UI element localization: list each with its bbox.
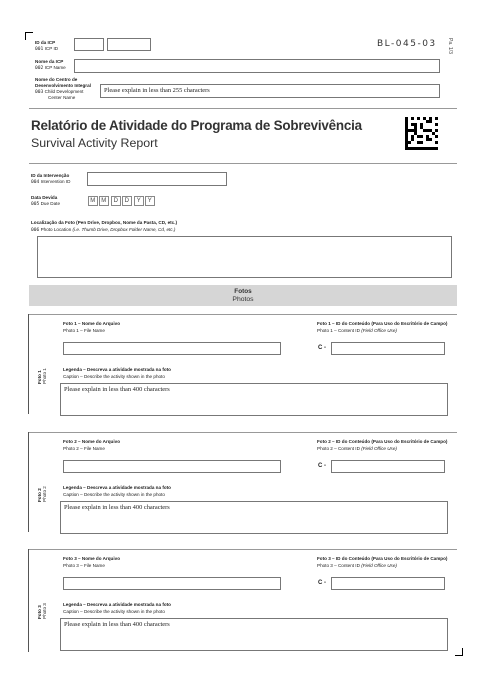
photo-1-side-label [37, 368, 47, 384]
photo-1-content-label-en-wrap [317, 328, 397, 334]
photo-location-example: (i.e. Thumb Drive, Dropbox Folder Name, Cd, etc.) [72, 227, 176, 232]
photo-2-content-note: (Field Office Use) [361, 446, 397, 451]
icp-name-sub [35, 65, 66, 72]
intervention-label: ID da Intervenção [31, 173, 70, 178]
date-cell-year-1[interactable]: Y [134, 196, 144, 206]
icp-name-label: Nome da ICP [35, 59, 64, 64]
cdc-name-en-2: Center Name [48, 95, 76, 100]
photo-2-file-label: Foto 2 – Nome do Arquivo [63, 439, 120, 444]
photo-2-side-label [37, 486, 47, 502]
photo-1-content-label: Foto 1 – ID do Conteúdo (Para Uso do Escritório de Campo) [317, 321, 448, 326]
title-portuguese: Relatório de Atividade do Programa de Sobrevivência [31, 118, 362, 133]
photos-title-en: Photos [232, 296, 254, 303]
cdc-name-en-1: Child Development [44, 89, 84, 94]
photo-3-content-id-input[interactable] [331, 577, 445, 590]
photo-1-content-label-en: Photo 1 – Content ID [317, 328, 360, 333]
cdc-name-input[interactable]: Please explain in less than 255 characters [100, 84, 440, 98]
intervention-number: 004 [31, 180, 40, 185]
icp-name-number: 002 [35, 66, 44, 71]
photo-3-side-pt: Foto 3 [37, 605, 42, 619]
photo-2-content-label-en-wrap [317, 446, 397, 452]
intervention-id-input[interactable] [87, 172, 227, 186]
photo-1-top-divider [29, 314, 457, 315]
photo-3-caption-label-en: Caption – Describe the activity shown in the photo [63, 609, 165, 614]
date-cell-month-2[interactable]: M [99, 196, 109, 206]
photo-1-caption-label-en: Caption – Describe the activity shown in the photo [63, 374, 165, 379]
photo-3-content-label-en: Photo 3 – Content ID [317, 563, 360, 568]
photo-1-side-en: Photo 1 [42, 368, 48, 384]
photo-1-caption-label: Legenda – Descreva a atividade mostrada na foto [63, 367, 171, 372]
photo-3-file-label-en: Photo 3 – File Name [63, 563, 105, 568]
photo-location-textarea[interactable] [37, 236, 452, 278]
icp-id-en: ICP ID [44, 46, 59, 51]
photo-3-caption-textarea[interactable]: Please explain in less than 400 characters [60, 618, 448, 651]
photo-3-content-note: (Field Office Use) [361, 563, 397, 568]
photo-2-side-en: Photo 2 [42, 486, 48, 502]
photo-3-content-label-en-wrap [317, 563, 397, 569]
photo-1-content-note: (Field Office Use) [361, 328, 397, 333]
photo-2-caption-textarea[interactable]: Please explain in less than 400 characters [60, 501, 448, 534]
photo-1-content-prefix: C - [318, 345, 326, 351]
icp-id-sub [35, 46, 58, 53]
photos-section-header [29, 285, 457, 306]
photo-1-caption-textarea[interactable]: Please explain in less than 400 characters [60, 383, 448, 416]
photo-2-content-id-input[interactable] [331, 460, 445, 473]
photo-location-sub [31, 227, 175, 234]
photo-1-content-id-input[interactable] [331, 342, 445, 355]
icp-id-input-2[interactable] [107, 38, 151, 51]
photo-3-content-label: Foto 3 – ID do Conteúdo (Para Uso do Escritório de Campo) [317, 556, 448, 561]
photo-2-side-pt: Foto 2 [37, 488, 42, 502]
photo-1-side-pt: Foto 1 [37, 370, 42, 384]
due-date-sub [31, 201, 60, 208]
photo-2-top-divider [29, 432, 457, 433]
photo-3-side-rule [28, 549, 29, 652]
photo-3-top-divider [29, 549, 457, 550]
date-cell-day-1[interactable]: D [111, 196, 121, 206]
title-divider [29, 163, 457, 164]
photo-3-side-label [37, 603, 47, 619]
photo-2-content-label-en: Photo 2 – Content ID [317, 446, 360, 451]
cdc-name-number: 003 [35, 90, 44, 95]
photo-2-file-label-en: Photo 2 – File Name [63, 446, 105, 451]
photo-2-content-prefix: C - [318, 463, 326, 469]
intervention-en: Intervention ID [40, 179, 71, 184]
photo-2-caption-label: Legenda – Descreva a atividade mostrada na foto [63, 485, 171, 490]
photo-1-file-label: Foto 1 – Nome do Arquivo [63, 321, 120, 326]
corner-mark-top-left [25, 32, 33, 40]
photo-location-en: Photo Location [40, 227, 72, 232]
photo-3-file-name-input[interactable] [63, 577, 281, 590]
corner-mark-bottom-right [455, 648, 463, 656]
photo-1-file-label-en: Photo 1 – File Name [63, 328, 105, 333]
intervention-sub [31, 179, 70, 186]
icp-id-number: 001 [35, 47, 44, 52]
date-cell-month-1[interactable]: M [88, 196, 98, 206]
photo-3-file-label: Foto 3 – Nome do Arquivo [63, 556, 120, 561]
photo-location-label: Localização da Foto (Pen Drive, Dropbox, Nome da Pasta, CD, etc.) [31, 220, 178, 225]
photo-2-side-rule [28, 432, 29, 532]
icp-name-input[interactable] [74, 59, 440, 73]
due-date-en: Due Date [40, 201, 61, 206]
title-english: Survival Activity Report [31, 136, 158, 150]
form-code: BL-045-03 [377, 39, 437, 49]
photo-1-side-rule [28, 314, 29, 414]
photo-3-caption-label: Legenda – Descreva a atividade mostrada na foto [63, 602, 171, 607]
photos-title-pt: Fotos [234, 288, 252, 295]
icp-id-input-1[interactable] [74, 38, 104, 51]
photo-3-side-en: Photo 3 [42, 603, 48, 619]
due-date-label: Data Devida [31, 195, 58, 200]
datamatrix-code-icon [405, 117, 438, 150]
photo-location-number: 006 [31, 228, 40, 233]
photo-2-file-name-input[interactable] [63, 460, 281, 473]
header-divider [29, 108, 457, 109]
photo-1-file-name-input[interactable] [63, 342, 281, 355]
due-date-number: 005 [31, 202, 40, 207]
icp-name-en: ICP Name [44, 65, 66, 70]
page-number: Pa. 1/3 [447, 38, 453, 54]
date-cell-year-2[interactable]: Y [145, 196, 155, 206]
photo-2-content-label: Foto 2 – ID do Conteúdo (Para Uso do Escritório de Campo) [317, 439, 448, 444]
photo-2-caption-label-en: Caption – Describe the activity shown in the photo [63, 492, 165, 497]
date-cell-day-2[interactable]: D [122, 196, 132, 206]
icp-id-label: ID da ICP [35, 40, 56, 45]
photo-3-content-prefix: C - [318, 580, 326, 586]
cdc-name-label-2: Desenvolvimento Integral [35, 83, 91, 88]
cdc-name-label-1: Nome do Centro de [35, 77, 78, 82]
